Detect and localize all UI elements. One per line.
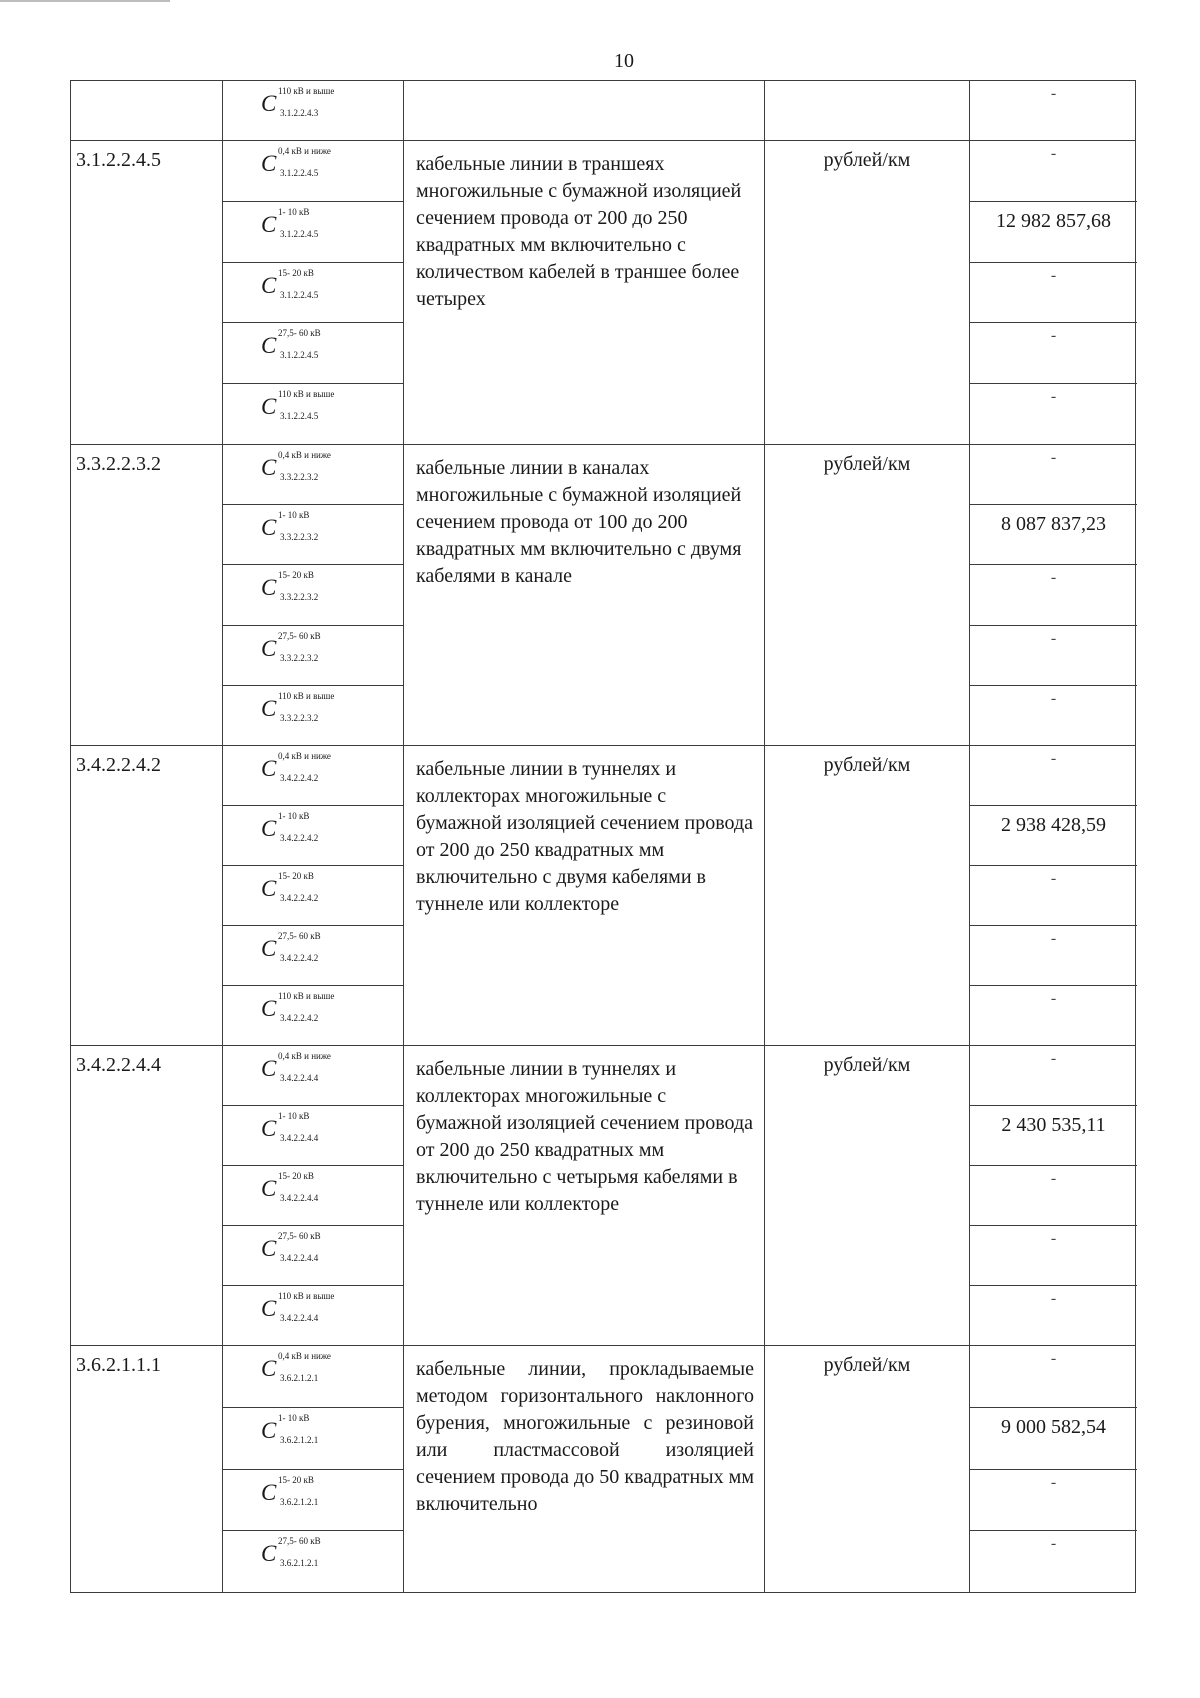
symbol-letter: C [261, 1116, 277, 1141]
voltage-class: 1- 10 кВ [278, 510, 310, 521]
table-row [70, 1345, 1136, 1593]
symbol-index: 3.1.2.2.4.5 [280, 168, 319, 178]
rate-value: - [1050, 930, 1057, 947]
symbol-letter: C [261, 1541, 277, 1567]
rate-symbol [261, 1351, 331, 1383]
rate-symbol [261, 1111, 319, 1143]
rate-value: - [1050, 449, 1057, 466]
symbol-subrow [223, 565, 403, 625]
rate-value: - [1050, 629, 1057, 647]
symbol-subrow [223, 1046, 403, 1106]
rate-value: - [1050, 85, 1057, 102]
voltage-class: 110 кВ и выше [278, 991, 335, 1001]
description-cell [404, 81, 765, 140]
symbol-letter: C [261, 91, 277, 116]
rate-symbol [261, 206, 319, 239]
rate-value: - [1050, 1473, 1057, 1491]
voltage-class: 27,5- 60 кВ [278, 328, 321, 339]
symbol-letter: C [261, 1236, 277, 1261]
rate-symbol [261, 871, 319, 903]
rate-value: - [1050, 1290, 1057, 1307]
symbol-subrow [223, 445, 403, 505]
table-row [70, 140, 1136, 444]
value-subrow [970, 141, 1137, 202]
code-cell: 3.1.2.2.4.5 [71, 141, 223, 444]
symbol-index: 3.3.2.2.3.2 [280, 712, 319, 723]
symbol-subrow [223, 384, 403, 444]
symbol-letter: C [261, 876, 277, 901]
rate-symbol [261, 570, 319, 603]
symbol-index: 3.4.2.2.4.2 [280, 773, 319, 783]
symbol-letter: C [261, 1296, 277, 1321]
symbol-letter: C [261, 936, 277, 961]
voltage-class: 15- 20 кВ [278, 267, 314, 278]
rate-value: - [1050, 1350, 1057, 1367]
symbol-letter: C [261, 996, 277, 1021]
rate-value: 2 938 428,59 [1001, 814, 1106, 836]
symbol-letter: C [261, 695, 277, 721]
value-subrow [970, 986, 1137, 1045]
value-cell [970, 1046, 1137, 1345]
symbol-letter: C [261, 394, 277, 420]
symbol-subrow [223, 1470, 403, 1532]
voltage-class: 27,5- 60 кВ [278, 630, 321, 641]
symbol-letter: C [261, 272, 277, 298]
voltage-class: 110 кВ и выше [278, 389, 335, 400]
symbol-letter: C [261, 1417, 277, 1443]
value-subrow [970, 565, 1137, 625]
rate-symbol [261, 1412, 319, 1445]
code-cell: 3.4.2.2.4.2 [71, 746, 223, 1045]
rate-value: 12 982 857,68 [996, 209, 1111, 232]
value-subrow [970, 445, 1137, 505]
value-cell [970, 81, 1137, 140]
scan-edge-line [0, 0, 170, 2]
symbol-subrow [223, 1106, 403, 1166]
symbol-index: 3.4.2.2.4.2 [280, 1013, 319, 1023]
rate-symbol [261, 931, 321, 963]
rate-symbol [261, 267, 319, 300]
symbol-index: 3.6.2.1.2.1 [280, 1434, 319, 1445]
rate-value: - [1050, 145, 1057, 162]
rate-value: - [1050, 750, 1057, 767]
symbol-letter: C [261, 635, 277, 661]
value-subrow [970, 926, 1137, 986]
value-subrow [970, 626, 1137, 686]
rate-symbol [261, 450, 331, 482]
rate-symbol [261, 811, 319, 843]
unit-cell: рублей/км [765, 1346, 970, 1592]
value-subrow [970, 1286, 1137, 1345]
value-subrow [970, 1408, 1137, 1470]
rate-symbol [261, 1536, 321, 1569]
symbol-index: 3.4.2.2.4.4 [280, 1193, 319, 1203]
symbol-subrow [223, 141, 403, 202]
rate-symbol [261, 328, 321, 361]
description-cell: кабельные линии в туннелях и коллекторах многожильные с бумажной изоляцией сечением провода от 200 до 250 квадратных мм включительно с четырьмя кабелями в туннеле или коллекторе [404, 1046, 765, 1345]
rate-value: - [1050, 266, 1057, 284]
voltage-class: 15- 20 кВ [278, 871, 314, 881]
rate-value: - [1050, 327, 1057, 345]
symbol-index: 3.3.2.2.3.2 [280, 532, 319, 543]
voltage-class: 0,4 кВ и ниже [278, 146, 331, 156]
rate-value: - [1050, 1050, 1057, 1067]
page-number: 10 [614, 50, 634, 72]
rate-value: 9 000 582,54 [1001, 1415, 1106, 1438]
unit-cell: рублей/км [765, 141, 970, 444]
value-subrow [970, 1166, 1137, 1226]
unit-cell: рублей/км [765, 746, 970, 1045]
value-subrow [970, 866, 1137, 926]
voltage-class: 110 кВ и выше [278, 690, 335, 701]
voltage-class: 27,5- 60 кВ [278, 1536, 321, 1547]
value-subrow [970, 686, 1137, 745]
symbol-cell [223, 81, 404, 140]
unit-cell: рублей/км [765, 445, 970, 745]
symbol-subrow [223, 505, 403, 565]
symbol-index: 3.1.2.2.4.5 [280, 228, 319, 239]
symbol-letter: C [261, 1479, 277, 1505]
voltage-class: 1- 10 кВ [278, 1412, 310, 1423]
rate-value: - [1050, 990, 1057, 1007]
voltage-class: 1- 10 кВ [278, 811, 310, 821]
symbol-subrow [223, 986, 403, 1045]
voltage-class: 27,5- 60 кВ [278, 931, 321, 941]
symbol-letter: C [261, 151, 277, 176]
symbol-letter: C [261, 1056, 277, 1081]
value-subrow [970, 1531, 1137, 1592]
symbol-letter: C [261, 816, 277, 841]
symbol-index: 3.6.2.1.2.1 [280, 1558, 319, 1569]
value-cell [970, 746, 1137, 1045]
symbol-index: 3.4.2.2.4.2 [280, 953, 319, 963]
voltage-class: 0,4 кВ и ниже [278, 1051, 331, 1061]
symbol-index: 3.4.2.2.4.4 [280, 1253, 319, 1263]
code-cell: 3.4.2.2.4.4 [71, 1046, 223, 1345]
symbol-index: 3.1.2.2.4.5 [280, 289, 319, 300]
symbol-index: 3.4.2.2.4.4 [280, 1313, 319, 1323]
table-row [70, 444, 1136, 745]
value-subrow [970, 81, 1137, 140]
symbol-subrow [223, 1531, 403, 1592]
rate-value: 2 430 535,11 [1001, 1114, 1106, 1136]
symbol-letter: C [261, 333, 277, 359]
voltage-class: 0,4 кВ и ниже [278, 450, 331, 460]
value-subrow [970, 1346, 1137, 1408]
rate-symbol [261, 1474, 319, 1507]
symbol-letter: C [261, 1356, 277, 1381]
voltage-class: 15- 20 кВ [278, 1474, 314, 1485]
unit-cell: рублей/км [765, 1046, 970, 1345]
rate-value: - [1050, 1170, 1057, 1187]
value-subrow [970, 1470, 1137, 1532]
symbol-index: 3.4.2.2.4.4 [280, 1133, 319, 1143]
symbol-index: 3.3.2.2.3.2 [280, 472, 319, 482]
symbol-letter: C [261, 575, 277, 601]
symbol-subrow [223, 323, 403, 384]
value-subrow [970, 263, 1137, 324]
symbol-subrow [223, 626, 403, 686]
code-cell: 3.3.2.2.3.2 [71, 445, 223, 745]
rate-symbol [261, 86, 335, 118]
symbol-index: 3.3.2.2.3.2 [280, 652, 319, 663]
symbol-letter: C [261, 1176, 277, 1201]
symbol-letter: C [261, 455, 277, 480]
symbol-subrow [223, 686, 403, 745]
symbol-cell [223, 445, 404, 745]
symbol-index: 3.4.2.2.4.4 [280, 1073, 319, 1083]
rate-value: - [1050, 569, 1057, 587]
rate-value: 8 087 837,23 [1001, 513, 1106, 536]
value-subrow [970, 746, 1137, 806]
symbol-index: 3.4.2.2.4.2 [280, 893, 319, 903]
rate-symbol [261, 389, 335, 422]
table-row [70, 80, 1136, 140]
symbol-letter: C [261, 756, 277, 781]
symbol-cell [223, 1046, 404, 1345]
rate-symbol [261, 146, 331, 178]
symbol-letter: C [261, 515, 277, 541]
rate-value: - [1050, 689, 1057, 707]
symbol-cell [223, 746, 404, 1045]
symbol-index: 3.1.2.2.4.5 [280, 350, 319, 361]
description-cell: кабельные линии в туннелях и коллекторах многожильные с бумажной изоляцией сечением провода от 200 до 250 квадратных мм включительно с двумя кабелями в туннеле или коллекторе [404, 746, 765, 1045]
value-cell [970, 1346, 1137, 1592]
value-subrow [970, 384, 1137, 444]
voltage-class: 110 кВ и выше [278, 86, 335, 96]
voltage-class: 110 кВ и выше [278, 1291, 335, 1301]
symbol-subrow [223, 1408, 403, 1470]
symbol-subrow [223, 263, 403, 324]
value-subrow [970, 1226, 1137, 1286]
rate-symbol [261, 1171, 319, 1203]
code-cell [71, 81, 223, 140]
voltage-class: 1- 10 кВ [278, 206, 310, 217]
value-subrow [970, 1106, 1137, 1166]
symbol-cell [223, 141, 404, 444]
voltage-class: 0,4 кВ и ниже [278, 1351, 331, 1361]
symbol-subrow [223, 1346, 403, 1408]
rate-symbol [261, 690, 335, 723]
symbol-subrow [223, 866, 403, 926]
voltage-class: 15- 20 кВ [278, 570, 314, 581]
symbol-subrow [223, 746, 403, 806]
symbol-letter: C [261, 211, 277, 237]
value-cell [970, 445, 1137, 745]
symbol-index: 3.3.2.2.3.2 [280, 592, 319, 603]
symbol-index: 3.1.2.2.4.5 [280, 411, 319, 422]
description-cell: кабельные линии, прокладываемые методом горизонтального наклонного бурения, многожильные с резиновой или пластмассовой изоляцией сечением провода до 50 квадратных мм включительно [404, 1346, 765, 1592]
symbol-subrow [223, 1166, 403, 1226]
voltage-class: 1- 10 кВ [278, 1111, 310, 1121]
symbol-index: 3.1.2.2.4.3 [280, 108, 319, 118]
symbol-subrow [223, 81, 403, 140]
value-subrow [970, 505, 1137, 565]
rate-symbol [261, 1051, 331, 1083]
symbol-subrow [223, 1286, 403, 1345]
symbol-subrow [223, 202, 403, 263]
value-subrow [970, 202, 1137, 263]
voltage-class: 15- 20 кВ [278, 1171, 314, 1181]
rate-value: - [1050, 1535, 1057, 1553]
value-cell [970, 141, 1137, 444]
symbol-subrow [223, 806, 403, 866]
table-row [70, 1045, 1136, 1345]
voltage-class: 27,5- 60 кВ [278, 1231, 321, 1241]
rate-value: - [1050, 388, 1057, 406]
symbol-subrow [223, 1226, 403, 1286]
value-subrow [970, 1046, 1137, 1106]
value-subrow [970, 806, 1137, 866]
rate-value: - [1050, 1230, 1057, 1247]
rate-symbol [261, 991, 335, 1023]
description-cell: кабельные линии в каналах многожильные с бумажной изоляцией сечением провода от 100 до 200 квадратных мм включительно с двумя кабелями в канале [404, 445, 765, 745]
rate-value: - [1050, 870, 1057, 887]
symbol-index: 3.6.2.1.2.1 [280, 1373, 319, 1383]
rate-symbol [261, 751, 331, 783]
symbol-index: 3.4.2.2.4.2 [280, 833, 319, 843]
rate-symbol [261, 1231, 321, 1263]
code-cell: 3.6.2.1.1.1 [71, 1346, 223, 1592]
voltage-class: 0,4 кВ и ниже [278, 751, 331, 761]
symbol-index: 3.6.2.1.2.1 [280, 1496, 319, 1507]
rate-symbol [261, 630, 321, 663]
value-subrow [970, 323, 1137, 384]
rate-symbol [261, 510, 319, 543]
unit-cell [765, 81, 970, 140]
rate-symbol [261, 1291, 335, 1323]
table-row [70, 745, 1136, 1045]
symbol-cell [223, 1346, 404, 1592]
description-cell: кабельные линии в траншеях многожильные с бумажной изоляцией сечением провода от 200 до 250 квадратных мм включительно с количеством кабелей в траншее более четырех [404, 141, 765, 444]
symbol-subrow [223, 926, 403, 986]
